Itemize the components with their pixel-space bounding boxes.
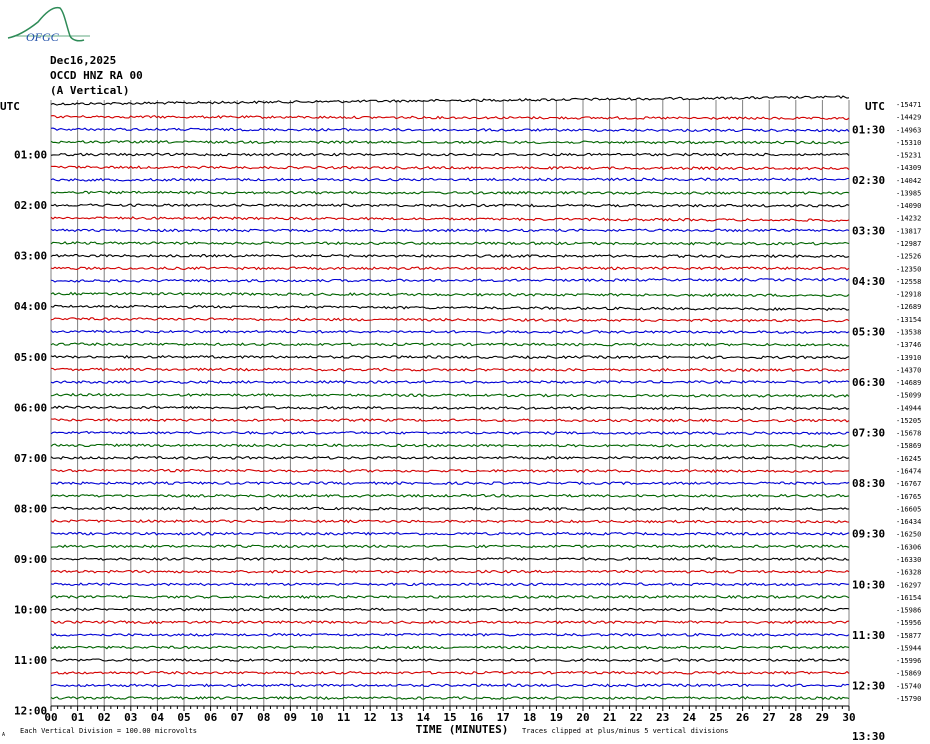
trace-offset-label: -14232: [896, 214, 922, 223]
trace-offset-label: -15678: [896, 429, 922, 438]
right-utc-title: UTC: [865, 100, 885, 113]
trace-offset-label: -14370: [896, 366, 922, 375]
x-tick-label: 04: [150, 711, 165, 724]
x-tick-label: 27: [762, 711, 776, 724]
trace-offset-label: -13817: [896, 227, 922, 236]
x-tick-label: 29: [815, 711, 830, 724]
trace-offset-label: -14429: [896, 113, 922, 122]
x-tick-label: 11: [336, 711, 351, 724]
hour-label: 04:00: [14, 300, 48, 314]
half-hour-label: 08:30: [852, 477, 886, 491]
x-tick-label: 14: [416, 711, 431, 724]
trace-offset-label: -16250: [896, 530, 922, 539]
half-hour-label: 05:30: [852, 325, 886, 339]
x-tick-label: 12: [363, 711, 377, 724]
corner-mark: A: [2, 732, 6, 738]
trace-offset-label: -15099: [896, 391, 922, 400]
trace-offset-label: -14944: [896, 404, 922, 413]
trace-offset-label: -14309: [896, 164, 922, 173]
hour-label: 10:00: [14, 603, 48, 617]
hour-label: 01:00: [14, 148, 48, 162]
half-hour-label: 01:30: [852, 123, 886, 137]
trace-offset-label: -15790: [896, 695, 922, 703]
trace-offset-label: -12918: [896, 290, 922, 299]
half-hour-label: 07:30: [852, 426, 886, 440]
x-tick-label: 20: [576, 711, 590, 724]
trace-offset-label: -14963: [896, 126, 922, 135]
x-tick-label: 22: [629, 711, 643, 724]
trace-offset-label: -16765: [896, 492, 922, 501]
trace-offset-label: -15310: [896, 138, 922, 147]
hour-label: 11:00: [14, 654, 48, 668]
ofgc-logo: [8, 8, 90, 44]
trace-offset-label: -12350: [896, 265, 922, 274]
trace-offset-label: -15869: [896, 669, 922, 678]
trace-offset-label: -15986: [896, 606, 922, 615]
trace-offset-label: -15740: [896, 682, 922, 691]
hour-label: 05:00: [14, 350, 48, 364]
trace-offset-label: -15231: [896, 151, 922, 160]
x-tick-label: 25: [709, 711, 723, 724]
x-tick-label: 07: [230, 711, 244, 724]
hour-label: 12:00: [14, 704, 48, 718]
half-hour-label: 13:30: [852, 729, 886, 743]
half-hour-label: 06:30: [852, 376, 886, 389]
trace-offset-label: -13910: [896, 353, 922, 362]
trace-offset-label: -14689: [896, 379, 922, 387]
trace-offset-label: -16297: [896, 581, 922, 590]
trace-offset-label: -16434: [896, 518, 922, 527]
trace-offset-label: -15996: [896, 657, 922, 666]
trace-offset-label: -16330: [896, 556, 922, 564]
trace-offset-label: -15471: [896, 101, 922, 109]
x-tick-label: 13: [390, 711, 404, 724]
x-tick-label: 06: [203, 711, 218, 724]
x-axis-title: TIME (MINUTES): [415, 723, 509, 736]
trace-offset-label: -14042: [896, 176, 922, 185]
header-date: Dec16,2025: [50, 54, 117, 67]
trace-offset-label: -16767: [896, 480, 922, 489]
trace-offset-label: -16154: [896, 593, 922, 602]
trace-offset-label: -16474: [896, 467, 922, 476]
footer-scale-note: Each Vertical Division = 100.00 microvolts: [20, 727, 198, 735]
x-tick-label: 03: [124, 711, 138, 724]
x-tick-label: 26: [735, 711, 750, 724]
x-tick-label: 08: [257, 711, 271, 724]
x-tick-label: 21: [602, 711, 617, 724]
header-component: (A Vertical): [50, 84, 130, 97]
trace-offset-label: -12526: [896, 252, 922, 261]
trace-offset-label: -16245: [896, 454, 922, 463]
x-tick-label: 01: [70, 711, 85, 724]
trace-offset-label: -15877: [896, 631, 922, 640]
x-tick-label: 28: [789, 711, 803, 724]
half-hour-label: 12:30: [852, 679, 886, 693]
x-tick-label: 16: [469, 711, 484, 724]
x-tick-label: 23: [656, 711, 670, 724]
trace-offset-label: -16306: [896, 543, 922, 552]
trace-offset-label: -12987: [896, 240, 922, 248]
left-utc-title: UTC: [0, 100, 20, 113]
trace-offset-label: -13538: [896, 328, 922, 337]
trace-offset-label: -12558: [896, 277, 922, 286]
trace-offset-label: -14090: [896, 202, 922, 211]
x-tick-label: 15: [443, 711, 457, 724]
x-tick-label: 30: [842, 711, 856, 724]
x-tick-label: 19: [549, 711, 564, 724]
trace-offset-label: -16605: [896, 505, 922, 514]
x-tick-label: 05: [177, 711, 191, 724]
x-tick-label: 18: [523, 711, 537, 724]
half-hour-label: 03:30: [852, 224, 886, 238]
trace-offset-label: -13746: [896, 341, 922, 350]
hour-label: 09:00: [14, 553, 48, 566]
x-tick-label: 10: [310, 711, 324, 724]
hour-label: 08:00: [14, 502, 48, 516]
trace-offset-label: -16328: [896, 568, 922, 577]
x-tick-label: 02: [97, 711, 111, 724]
hour-label: 07:00: [14, 451, 48, 465]
half-hour-label: 09:30: [852, 527, 886, 541]
trace-offset-label: -15956: [896, 619, 922, 628]
trace-offset-label: -12689: [896, 303, 922, 312]
hour-label: 02:00: [14, 199, 48, 213]
x-tick-label: 00: [44, 711, 58, 724]
x-tick-label: 24: [682, 711, 697, 724]
hour-label: 03:00: [14, 249, 48, 263]
trace-offset-label: -13154: [896, 315, 922, 324]
hour-label: 06:00: [14, 401, 48, 415]
footer-clip-note: Traces clipped at plus/minus 5 vertical divisions: [522, 727, 729, 735]
trace-offset-label: -13985: [896, 189, 922, 198]
header-station: OCCD HNZ RA 00: [50, 69, 143, 82]
half-hour-label: 11:30: [852, 628, 886, 642]
half-hour-label: 10:30: [852, 578, 886, 592]
half-hour-label: 04:30: [852, 274, 886, 288]
x-tick-label: 17: [496, 711, 510, 724]
half-hour-label: 02:30: [852, 173, 886, 187]
trace-offset-label: -15869: [896, 442, 922, 451]
trace-offset-label: -15205: [896, 417, 922, 425]
x-tick-label: 09: [283, 711, 298, 724]
trace-offset-label: -15944: [896, 644, 922, 653]
logo-text: OFGC: [26, 30, 59, 44]
